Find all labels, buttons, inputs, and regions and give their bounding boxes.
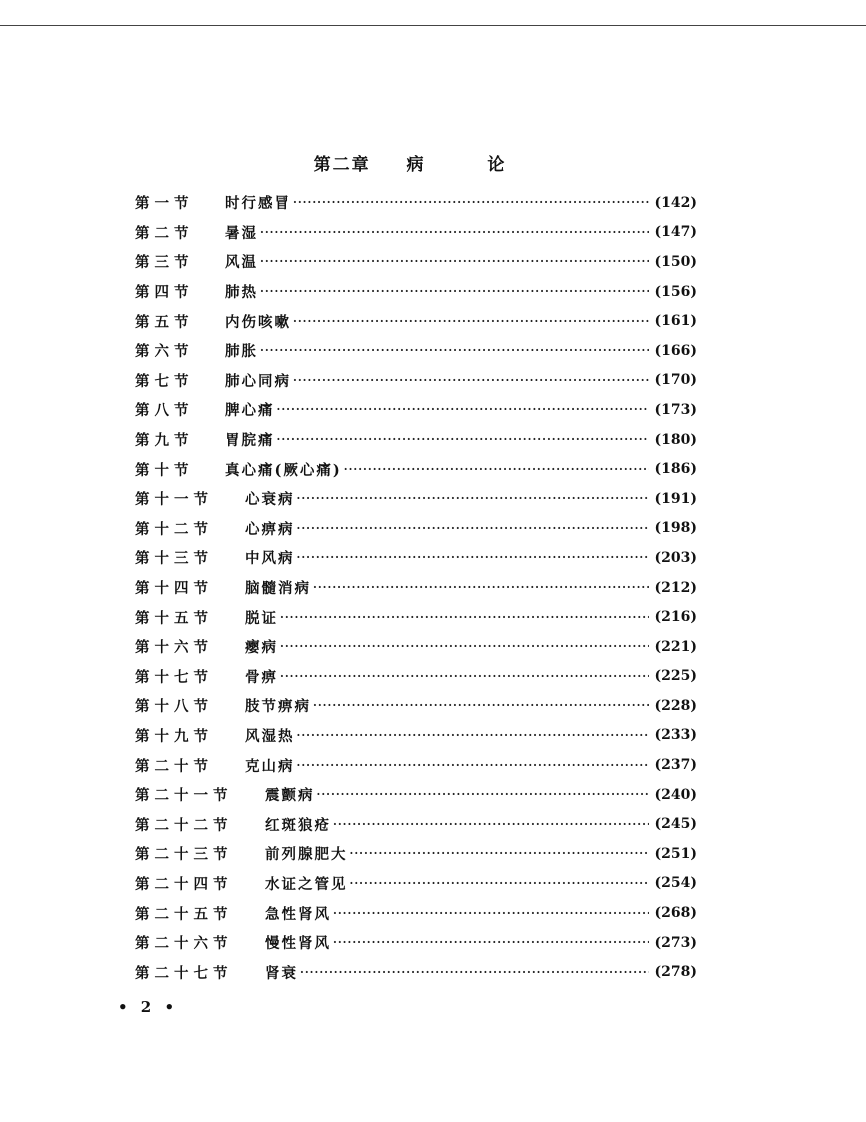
toc-entry-title: 红斑狼疮 [265,816,331,834]
toc-entry-title: 心衰病 [245,491,295,509]
toc-entry-title: 内伤咳嗽 [225,313,291,331]
dot-leader [333,936,649,949]
toc-section-label: 第七节 [135,372,194,390]
toc-page-number: (221) [654,638,697,655]
toc-page-number: (203) [654,549,697,566]
toc-page-number: (180) [654,431,697,448]
toc-page-number: (240) [654,786,697,803]
toc-section-label: 第十二节 [135,520,213,538]
toc-entry-title: 脾心痛 [225,402,275,420]
toc-section-label: 第十六节 [135,639,213,657]
toc-section-label: 第二十七节 [135,964,233,982]
toc-section-label: 第六节 [135,343,194,361]
toc-entry-title: 风湿热 [245,727,295,745]
toc-entry[interactable] [135,514,697,544]
toc-section-label: 第十一节 [135,491,213,509]
toc-entry-title: 慢性肾风 [265,935,331,953]
table-of-contents [135,188,697,987]
toc-entry[interactable] [135,780,697,810]
toc-section-label: 第二节 [135,224,194,242]
toc-page-number: (228) [654,697,697,714]
toc-page-number: (161) [654,313,697,330]
toc-page-number: (216) [654,609,697,626]
toc-section-label: 第二十六节 [135,935,233,953]
toc-entry[interactable] [135,395,697,425]
toc-entry[interactable] [135,721,697,751]
toc-entry[interactable] [135,869,697,899]
toc-page-number: (147) [654,224,697,241]
dot-leader [350,877,649,890]
dot-leader [297,522,649,535]
toc-page-number: (212) [654,579,697,596]
toc-page-number: (198) [654,520,697,537]
toc-section-label: 第二十一节 [135,787,233,805]
toc-page-number: (150) [654,253,697,270]
toc-entry[interactable] [135,839,697,869]
toc-section-label: 第十五节 [135,609,213,627]
toc-page-number: (142) [654,194,697,211]
dot-leader [280,611,649,624]
toc-entry-title: 震颤病 [265,787,315,805]
chapter-word-1: 病 [406,155,426,175]
dot-leader [313,581,649,594]
toc-entry[interactable] [135,188,697,218]
toc-entry-title: 前列腺肥大 [265,846,348,864]
dot-leader [277,433,649,446]
toc-page-number: (166) [654,342,697,359]
dot-leader [297,729,649,742]
toc-entry-title: 瘿病 [245,639,278,657]
toc-entry[interactable] [135,306,697,336]
toc-entry[interactable] [135,928,697,958]
toc-entry[interactable] [135,425,697,455]
toc-page-number: (245) [654,816,697,833]
dot-leader [260,344,649,357]
dot-leader [280,640,649,653]
toc-entry-title: 暑湿 [225,224,258,242]
toc-page-number: (251) [654,845,697,862]
page-top-rule [0,25,866,26]
toc-page-number: (156) [654,283,697,300]
dot-leader [260,255,649,268]
dot-leader [297,759,649,772]
toc-entry-title: 肾衰 [265,964,298,982]
page-number: • 2 • [118,998,179,1016]
toc-section-label: 第十三节 [135,550,213,568]
toc-entry[interactable] [135,366,697,396]
toc-section-label: 第十九节 [135,727,213,745]
toc-entry[interactable] [135,602,697,632]
toc-section-label: 第八节 [135,402,194,420]
dot-leader [333,907,649,920]
dot-leader [317,788,649,801]
toc-entry[interactable] [135,336,697,366]
toc-entry-title: 脑髓消病 [245,580,311,598]
toc-entry-title: 真心痛(厥心痛) [225,461,342,479]
toc-entry-title: 骨痹 [245,668,278,686]
dot-leader [293,374,649,387]
toc-section-label: 第十七节 [135,668,213,686]
toc-entry-title: 肺热 [225,284,258,302]
toc-entry[interactable] [135,662,697,692]
toc-page-number: (173) [654,401,697,418]
dot-leader [350,847,649,860]
chapter-word-2: 论 [487,155,507,175]
toc-entry-title: 中风病 [245,550,295,568]
toc-page-number: (191) [654,490,697,507]
toc-entry-title: 肺心同病 [225,372,291,390]
toc-entry-title: 克山病 [245,757,295,775]
toc-page-number: (233) [654,727,697,744]
toc-entry-title: 时行感冒 [225,195,291,213]
toc-page-number: (273) [654,934,697,951]
toc-entry-title: 肢节痹病 [245,698,311,716]
toc-entry-title: 心痹病 [245,520,295,538]
toc-entry[interactable] [135,750,697,780]
toc-entry[interactable] [135,809,697,839]
toc-section-label: 第二十二节 [135,816,233,834]
dot-leader [280,670,649,683]
toc-entry-title: 肺胀 [225,343,258,361]
toc-page-number: (278) [654,964,697,981]
toc-entry[interactable] [135,484,697,514]
toc-entry[interactable] [135,218,697,248]
toc-section-label: 第五节 [135,313,194,331]
toc-page-number: (186) [654,461,697,478]
dot-leader [293,196,649,209]
toc-entry[interactable] [135,957,697,987]
toc-section-label: 第三节 [135,254,194,272]
toc-entry[interactable] [135,543,697,573]
toc-section-label: 第二十五节 [135,905,233,923]
toc-entry[interactable] [135,573,697,603]
dot-leader [333,818,649,831]
dot-leader [313,699,649,712]
toc-entry-title: 胃脘痛 [225,432,275,450]
dot-leader [297,492,649,505]
dot-leader [293,315,649,328]
toc-entry[interactable] [135,277,697,307]
chapter-title [0,150,820,175]
toc-section-label: 第二十节 [135,757,213,775]
toc-entry-title: 脱证 [245,609,278,627]
toc-section-label: 第十节 [135,461,194,479]
toc-page-number: (254) [654,875,697,892]
toc-entry-title: 急性肾风 [265,905,331,923]
dot-leader [277,403,649,416]
dot-leader [344,463,649,476]
toc-page-number: (268) [654,905,697,922]
toc-entry-title: 水证之管见 [265,875,348,893]
toc-section-label: 第四节 [135,284,194,302]
toc-entry[interactable] [135,247,697,277]
toc-section-label: 第一节 [135,195,194,213]
dot-leader [260,285,649,298]
toc-page-number: (170) [654,372,697,389]
dot-leader [297,551,649,564]
toc-section-label: 第九节 [135,432,194,450]
dot-leader [300,966,649,979]
toc-page-number: (225) [654,668,697,685]
toc-entry[interactable] [135,632,697,662]
dot-leader [260,226,649,239]
toc-page-number: (237) [654,757,697,774]
toc-section-label: 第二十四节 [135,875,233,893]
toc-section-label: 第十八节 [135,698,213,716]
toc-section-label: 第十四节 [135,580,213,598]
chapter-prefix: 第二章 [313,155,371,175]
toc-entry[interactable] [135,691,697,721]
toc-entry-title: 风温 [225,254,258,272]
toc-entry[interactable] [135,898,697,928]
toc-section-label: 第二十三节 [135,846,233,864]
toc-entry[interactable] [135,454,697,484]
